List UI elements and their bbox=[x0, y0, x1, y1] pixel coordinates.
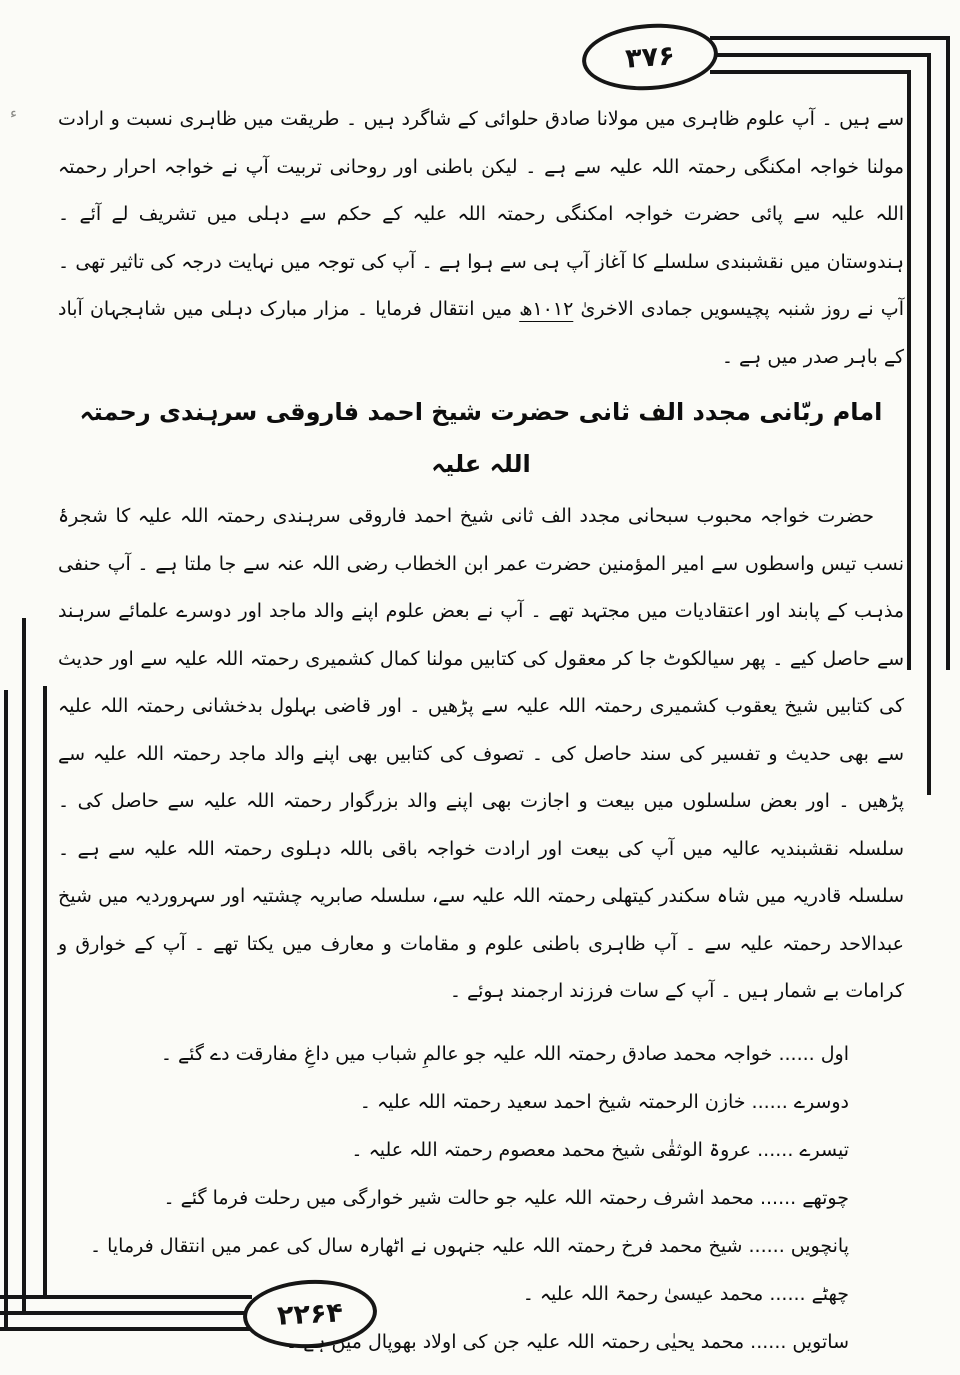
death-year-underlined: ۱۰۱۲ھ bbox=[519, 298, 574, 320]
text-column bbox=[58, 96, 904, 1366]
border-line-top-3 bbox=[710, 70, 911, 74]
border-line-right-2 bbox=[927, 53, 931, 795]
list-item-son-4: چوتھے ...... محمد اشرف رحمتہ اللہ علیہ جو حالت شیر خوارگی میں رحلت فرما گئے ۔ bbox=[163, 1186, 849, 1209]
border-line-left-3 bbox=[43, 686, 47, 1299]
list-item-son-2: دوسرے ...... خازن الرحمتہ شیخ احمد سعید رحمتہ اللہ علیہ ۔ bbox=[359, 1090, 849, 1113]
border-line-top-1 bbox=[710, 36, 950, 40]
paragraph-1-ending: میں انتقال فرمایا ۔ مزار مبارک دہلی میں شاہجہان آباد کے باہر صدر میں ہے ۔ bbox=[58, 298, 904, 368]
border-line-left-2 bbox=[4, 690, 8, 1330]
list-item-son-3: تیسرے ...... عروۃ الوثقٰی شیخ محمد معصوم رحمتہ اللہ علیہ ۔ bbox=[351, 1138, 849, 1161]
page-number-top: ۳۷۶ bbox=[624, 39, 676, 75]
page-number-bottom: ۲۲۶۴ bbox=[276, 1296, 344, 1332]
border-line-left-1 bbox=[22, 618, 26, 1314]
list-item-son-1: اول ...... خواجہ محمد صادق رحمتہ اللہ علیہ جو عالمِ شباب میں داغِ مفارقت دے گئے ۔ bbox=[160, 1042, 849, 1065]
sons-list bbox=[58, 1030, 904, 1366]
border-line-right-1 bbox=[946, 36, 950, 670]
page-number-top-badge bbox=[580, 19, 720, 94]
paragraph-1-text: سے ہیں ۔ آپ علوم ظاہری میں مولانا صادق حلوائی کے شاگرد ہیں ۔ طریقت میں ظاہری نسبت و ارادت مولنا خواجہ امکنگی رحمتہ اللہ علیہ سے ہے ۔ لیکن باطنی اور روحانی تربیت آپ نے خواجہ احرار رحمتہ اللہ علیہ سے پائی حضرت خواجہ امکنگی رحمتہ اللہ علیہ کے حکم سے دہلی میں تشریف لے آئے ۔ ہندوستان میں نقشبندی سلسلے کا آغاز آپ ہی سے ہوا ہے ۔ آپ کی توجہ میں نہایت درجہ کی تاثیر تھی ۔ آپ نے روز شنبہ پچیسویں جمادی الاخریٰ bbox=[58, 108, 904, 320]
section-heading-imam-rabbani: امام ربّانی مجدد الف ثانی حضرت شیخ احمد فاروقی سرہندی رحمتہ اللہ علیہ bbox=[79, 398, 883, 478]
list-item-son-7: ساتویں ...... محمد یحیٰی رحمتہ اللہ علیہ جن کی اولاد بھوپال میں ہے ۔ bbox=[286, 1330, 849, 1353]
border-line-top-2 bbox=[710, 53, 931, 57]
paragraph-khwaja-baqi-billah bbox=[58, 96, 904, 381]
list-item-son-5: پانچویں ...... شیخ محمد فرخ رحمتہ اللہ علیہ جنہوں نے اٹھارہ سال کی عمر میں انتقال فرمایا ۔ bbox=[89, 1234, 849, 1257]
list-item-son-6: چھٹے ...... محمد عیسیٰ رحمۃ اللہ علیہ ۔ bbox=[522, 1282, 849, 1305]
margin-mark: ء bbox=[10, 104, 18, 122]
paragraph-ahmad-sirhindi-biography bbox=[58, 493, 904, 1016]
paragraph-2-text: حضرت خواجہ محبوب سبحانی مجدد الف ثانی شیخ احمد فاروقی سرہندی رحمتہ اللہ علیہ کا شجرۂ نسب تیس واسطوں سے امیر المؤمنین حضرت عمر ابن الخطاب رضی اللہ عنہ سے جا ملتا ہے ۔ آپ حنفی مذہب کے پابند اور اعتقادیات میں مجتہد تھے ۔ آپ نے بعض علوم اپنے والد ماجد اور دوسرے علمائے سرہند سے حاصل کیے ۔ پھر سیالکوٹ جا کر معقول کی کتابیں مولنا کمال کشمیری رحمتہ اللہ علیہ سے اور حدیث کی کتابیں شیخ یعقوب کشمیری رحمتہ اللہ علیہ سے پڑھیں ۔ اور قاضی بہلول بدخشانی رحمتہ اللہ علیہ سے بھی حدیث و تفسیر کی سند حاصل کی ۔ تصوف کی کتابیں بھی اپنے والد ماجد رحمتہ اللہ علیہ سے پڑھیں ۔ اور بعض سلسلوں میں بیعت و اجازت بھی اپنے والد بزرگوار رحمتہ اللہ علیہ سے حاصل کی ۔ سلسلہ نقشبندیہ عالیہ میں آپ کی بیعت اور ارادت خواجہ باقی باللہ دہلوی رحمتہ اللہ علیہ سے ہے ۔ سلسلہ قادریہ میں شاہ سکندر کیتھلی رحمتہ اللہ علیہ سے، سلسلہ صابریہ چشتیہ اور سہروردیہ میں شیخ عبدالاحد رحمتہ علیہ سے ۔ آپ ظاہری باطنی علوم و مقامات و معارف میں یکتا تھے ۔ آپ کے خوارق و کرامات بے شمار ہیں ۔ آپ کے سات فرزند ارجمند ہوئے ۔ bbox=[58, 505, 904, 1002]
border-line-right-3 bbox=[907, 70, 911, 670]
